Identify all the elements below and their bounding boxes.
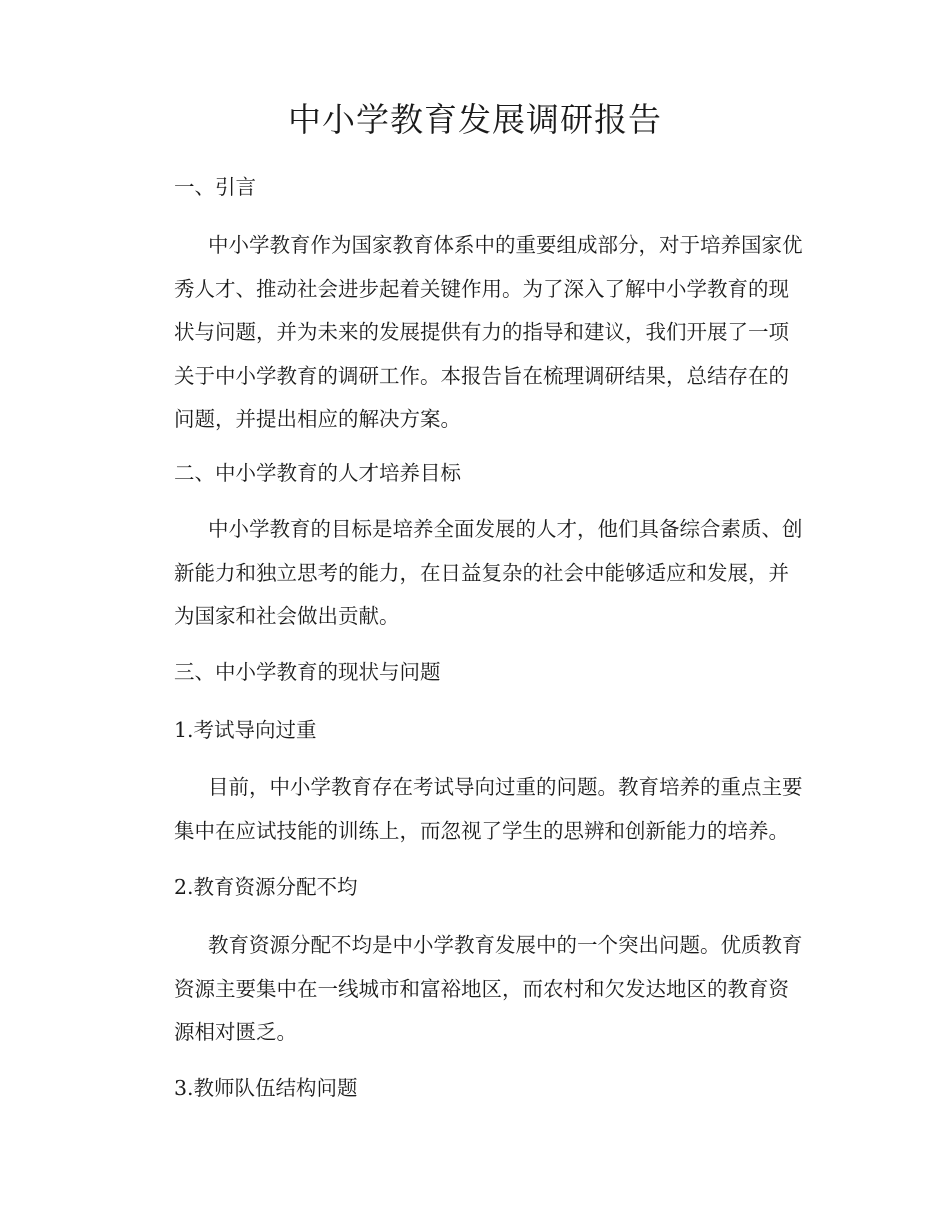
section-heading-status-problems: 三、中小学教育的现状与问题 [174, 660, 441, 684]
paragraph-line: 秀人才、推动社会进步起着关键作用。为了深入了解中小学教育的现 [174, 276, 789, 301]
paragraph-line: 资源主要集中在一线城市和富裕地区，而农村和欠发达地区的教育资 [174, 976, 789, 1001]
paragraph-line: 教育资源分配不均是中小学教育发展中的一个突出问题。优质教育 [208, 933, 803, 957]
paragraph-line: 关于中小学教育的调研工作。本报告旨在梳理调研结果，总结存在的 [174, 363, 789, 388]
paragraph-introduction [140, 224, 808, 442]
paragraph-resource-allocation [140, 924, 808, 1055]
document-title: 中小学教育发展调研报告 [288, 100, 662, 139]
paragraph-line: 中小学教育的目标是培养全面发展的人才，他们具备综合素质、创 [208, 517, 803, 541]
section-heading-introduction: 一、引言 [174, 175, 256, 199]
paragraph-exam-oriented [140, 766, 808, 853]
paragraph-line: 为国家和社会做出贡献。 [174, 604, 400, 628]
subheading-exam-oriented: 1.考试导向过重 [174, 718, 317, 742]
subheading-teacher-structure: 3.教师队伍结构问题 [174, 1076, 358, 1100]
paragraph-talent-goals [140, 508, 808, 639]
paragraph-line: 源相对匮乏。 [174, 1020, 297, 1044]
paragraph-line: 状与问题，并为未来的发展提供有力的指导和建议，我们开展了一项 [174, 320, 789, 344]
section-heading-talent-goals: 二、中小学教育的人才培养目标 [174, 461, 461, 485]
paragraph-line: 问题，并提出相应的解决方案。 [174, 407, 461, 431]
paragraph-line: 集中在应试技能的训练上，而忽视了学生的思辨和创新能力的培养。 [174, 818, 789, 843]
subheading-resource-allocation: 2.教育资源分配不均 [174, 875, 358, 899]
paragraph-line: 中小学教育作为国家教育体系中的重要组成部分，对于培养国家优 [208, 233, 803, 257]
paragraph-line: 目前，中小学教育存在考试导向过重的问题。教育培养的重点主要 [208, 775, 803, 799]
paragraph-line: 新能力和独立思考的能力，在日益复杂的社会中能够适应和发展，并 [174, 560, 789, 585]
